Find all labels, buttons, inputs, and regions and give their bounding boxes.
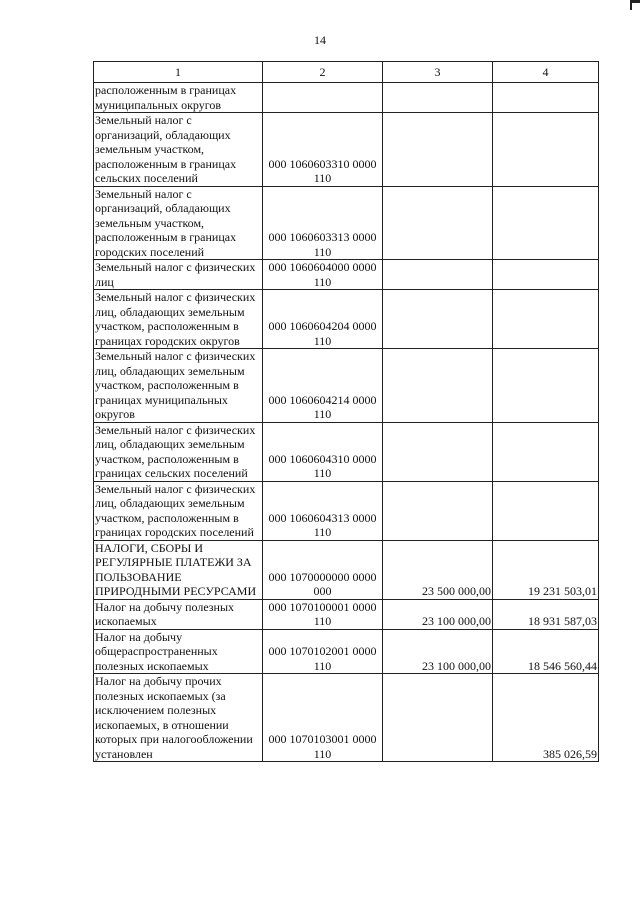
row-code: 000 1060604214 0000 110 <box>263 349 383 423</box>
table-row <box>94 349 599 423</box>
row-code: 000 1060603310 0000 110 <box>263 113 383 187</box>
page-number: 14 <box>314 33 326 47</box>
row-plan <box>383 186 493 260</box>
row-code: 000 1070103001 0000 110 <box>263 674 383 762</box>
table-row <box>94 290 599 349</box>
table-body <box>94 62 599 762</box>
row-fact <box>493 186 599 260</box>
row-code: 000 1070000000 0000 000 <box>263 540 383 599</box>
row-name: Земельный налог с физических лиц, обладающих земельным участком, расположенным в границах городских округов <box>94 290 263 349</box>
row-name: Земельный налог с организаций, обладающих земельным участком, расположенным в границах городских поселений <box>94 186 263 260</box>
corner-mark-stem <box>630 0 632 10</box>
table-row <box>94 481 599 540</box>
row-fact: 19 231 503,01 <box>493 540 599 599</box>
row-plan <box>383 260 493 290</box>
row-name: расположенным в границах муниципальных округов <box>94 83 263 113</box>
row-code: 000 1060604204 0000 110 <box>263 290 383 349</box>
row-code: 000 1070102001 0000 110 <box>263 629 383 674</box>
row-fact: 385 026,59 <box>493 674 599 762</box>
table-row <box>94 260 599 290</box>
table-row <box>94 113 599 187</box>
row-name: Земельный налог с физических лиц, обладающих земельным участком, расположенным в границах муниципальных округов <box>94 349 263 423</box>
row-plan: 23 100 000,00 <box>383 599 493 629</box>
table-row <box>94 83 599 113</box>
corner-mark <box>632 0 640 3</box>
revenue-table <box>93 61 599 762</box>
table-row <box>94 540 599 599</box>
row-plan <box>383 113 493 187</box>
table-row <box>94 186 599 260</box>
row-plan <box>383 422 493 481</box>
row-code: 000 1060604000 0000 110 <box>263 260 383 290</box>
row-plan <box>383 481 493 540</box>
header-col-2: 2 <box>263 62 383 83</box>
row-name: Налог на добычу полезных ископаемых <box>94 599 263 629</box>
row-fact <box>493 349 599 423</box>
table-header-row <box>94 62 599 83</box>
row-fact <box>493 422 599 481</box>
row-code: 000 1070100001 0000 110 <box>263 599 383 629</box>
row-fact: 18 546 560,44 <box>493 629 599 674</box>
row-plan <box>383 290 493 349</box>
header-col-4: 4 <box>493 62 599 83</box>
row-name: Земельный налог с физических лиц <box>94 260 263 290</box>
header-col-1: 1 <box>94 62 263 83</box>
table-row <box>94 422 599 481</box>
row-name: НАЛОГИ, СБОРЫ И РЕГУЛЯРНЫЕ ПЛАТЕЖИ ЗА ПОЛЬЗОВАНИЕ ПРИРОДНЫМИ РЕСУРСАМИ <box>94 540 263 599</box>
row-fact: 18 931 587,03 <box>493 599 599 629</box>
row-plan <box>383 349 493 423</box>
row-code: 000 1060603313 0000 110 <box>263 186 383 260</box>
row-fact <box>493 481 599 540</box>
row-plan: 23 500 000,00 <box>383 540 493 599</box>
table-row <box>94 599 599 629</box>
header-col-3: 3 <box>383 62 493 83</box>
row-name: Земельный налог с организаций, обладающих земельным участком, расположенным в границах сельских поселений <box>94 113 263 187</box>
row-name: Налог на добычу прочих полезных ископаемых (за исключением полезных ископаемых, в отношении которых при налогообложении установлен <box>94 674 263 762</box>
row-code <box>263 83 383 113</box>
row-fact <box>493 260 599 290</box>
row-fact <box>493 113 599 187</box>
row-plan: 23 100 000,00 <box>383 629 493 674</box>
table-row <box>94 674 599 762</box>
row-name: Земельный налог с физических лиц, обладающих земельным участком, расположенным в границах сельских поселений <box>94 422 263 481</box>
row-fact <box>493 83 599 113</box>
row-plan <box>383 83 493 113</box>
row-name: Земельный налог с физических лиц, обладающих земельным участком, расположенным в границах городских поселений <box>94 481 263 540</box>
row-plan <box>383 674 493 762</box>
table-row <box>94 629 599 674</box>
row-fact <box>493 290 599 349</box>
row-code: 000 1060604310 0000 110 <box>263 422 383 481</box>
row-name: Налог на добычу общераспространенных полезных ископаемых <box>94 629 263 674</box>
row-code: 000 1060604313 0000 110 <box>263 481 383 540</box>
